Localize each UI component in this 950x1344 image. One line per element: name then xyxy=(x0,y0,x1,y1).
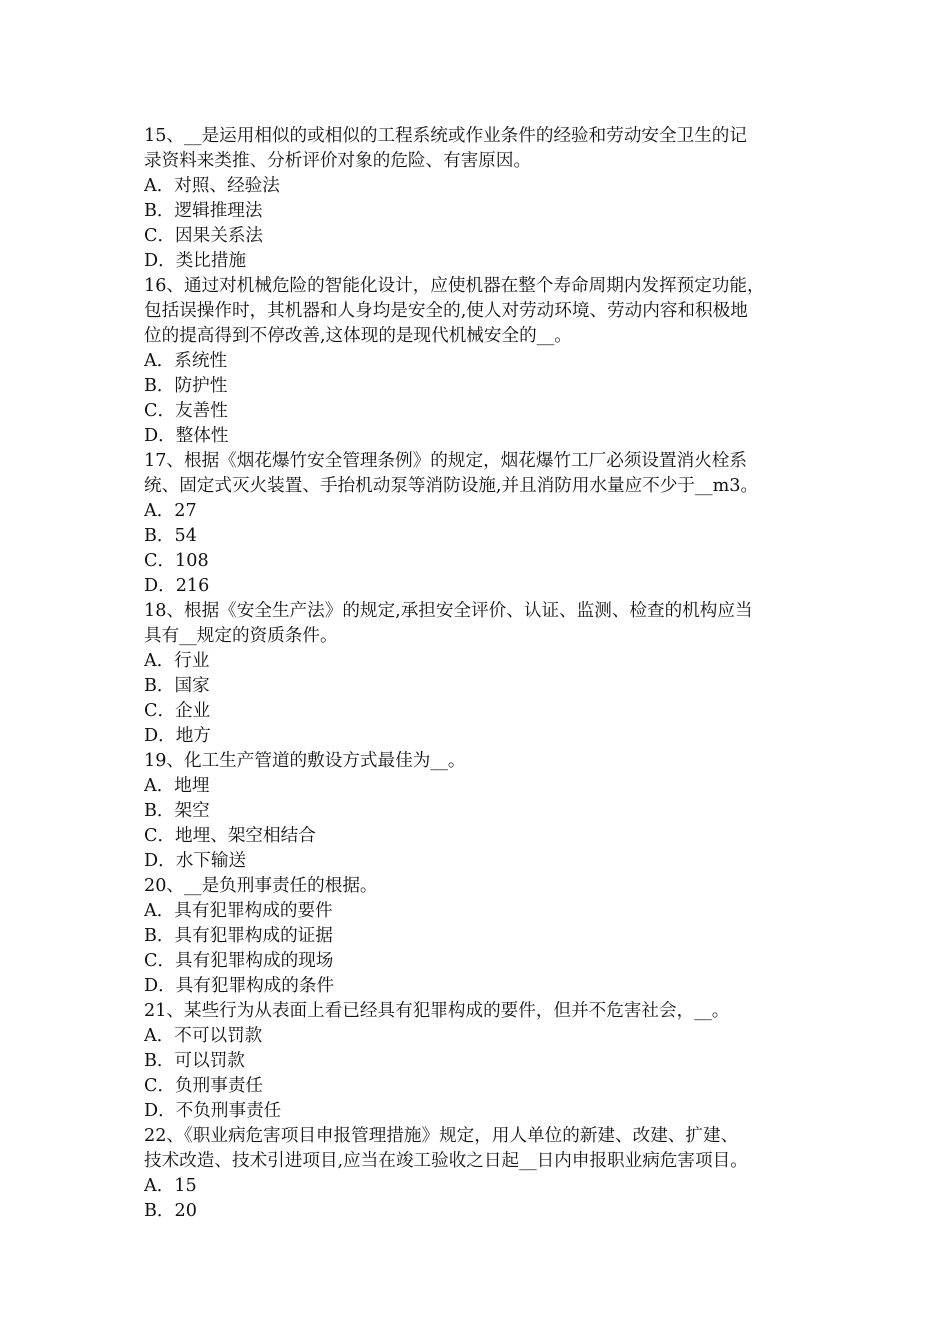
q16-option-d: D．整体性 xyxy=(144,426,229,446)
q22-stem-line-1: 22、《职业病危害项目申报管理措施》规定，用人单位的新建、改建、扩建、 xyxy=(144,1126,739,1146)
q22-stem-line-2: 技术改造、技术引进项目,应当在竣工验收之日起__日内申报职业病危害项目。 xyxy=(144,1151,748,1171)
q20-option-b: B．具有犯罪构成的证据 xyxy=(144,926,333,946)
q21-option-c: C．负刑事责任 xyxy=(144,1076,264,1096)
q18-option-b: B．国家 xyxy=(144,676,210,696)
q21-stem: 21、某些行为从表面上看已经具有犯罪构成的要件，但并不危害社会，__。 xyxy=(144,1001,730,1021)
q21-option-b: B．可以罚款 xyxy=(144,1051,245,1071)
q16-option-b: B．防护性 xyxy=(144,376,228,396)
q15-option-b: B．逻辑推理法 xyxy=(144,201,263,221)
q19-option-c: C．地埋、架空相结合 xyxy=(144,826,316,846)
q15-stem-line-2: 录资料来类推、分析评价对象的危险、有害原因。 xyxy=(144,151,532,171)
q16-option-a: A．系统性 xyxy=(144,351,228,371)
q20-option-d: D．具有犯罪构成的条件 xyxy=(144,976,335,996)
q15-option-c: C．因果关系法 xyxy=(144,226,264,246)
q18-stem-line-2: 具有__规定的资质条件。 xyxy=(144,626,338,646)
q18-option-c: C．企业 xyxy=(144,701,211,721)
q22-option-b: B．20 xyxy=(144,1201,197,1221)
q17-stem-line-2: 统、固定式灭火装置、手抬机动泵等消防设施,并且消防用水量应不少于__m3。 xyxy=(144,476,759,496)
q16-stem-line-2: 包括误操作时，其机器和人身均是安全的,使人对劳动环境、劳动内容和积极地 xyxy=(144,301,748,321)
q19-option-d: D．水下输送 xyxy=(144,851,247,871)
q15-option-a: A．对照、经验法 xyxy=(144,176,280,196)
q16-stem-line-3: 位的提高得到不停改善,这体现的是现代机械安全的__。 xyxy=(144,326,572,346)
q17-option-a: A．27 xyxy=(144,501,197,521)
q17-option-d: D．216 xyxy=(144,576,210,596)
q19-option-b: B．架空 xyxy=(144,801,210,821)
q18-stem-line-1: 18、根据《安全生产法》的规定,承担安全评价、认证、监测、检查的机构应当 xyxy=(144,601,753,621)
q15-stem-line-1: 15、__是运用相似的或相似的工程系统或作业条件的经验和劳动安全卫生的记 xyxy=(144,126,747,146)
q22-option-a: A．15 xyxy=(144,1176,197,1196)
q18-option-d: D．地方 xyxy=(144,726,211,746)
q17-option-c: C．108 xyxy=(144,551,209,571)
q19-stem: 19、化工生产管道的敷设方式最佳为__。 xyxy=(144,751,466,771)
q20-stem: 20、__是负刑事责任的根据。 xyxy=(144,876,378,896)
q17-option-b: B．54 xyxy=(144,526,197,546)
document-body xyxy=(144,124,810,1224)
q16-stem-line-1: 16、通过对机械危险的智能化设计，应使机器在整个寿命周期内发挥预定功能， xyxy=(144,276,765,296)
q19-option-a: A．地埋 xyxy=(144,776,210,796)
q21-option-a: A．不可以罚款 xyxy=(144,1026,263,1046)
q20-option-c: C．具有犯罪构成的现场 xyxy=(144,951,334,971)
q18-option-a: A．行业 xyxy=(144,651,210,671)
q15-option-d: D．类比措施 xyxy=(144,251,247,271)
q20-option-a: A．具有犯罪构成的要件 xyxy=(144,901,333,921)
q21-option-d: D．不负刑事责任 xyxy=(144,1101,282,1121)
q17-stem-line-1: 17、根据《烟花爆竹安全管理条例》的规定，烟花爆竹工厂必须设置消火栓系 xyxy=(144,451,747,471)
q16-option-c: C．友善性 xyxy=(144,401,228,421)
